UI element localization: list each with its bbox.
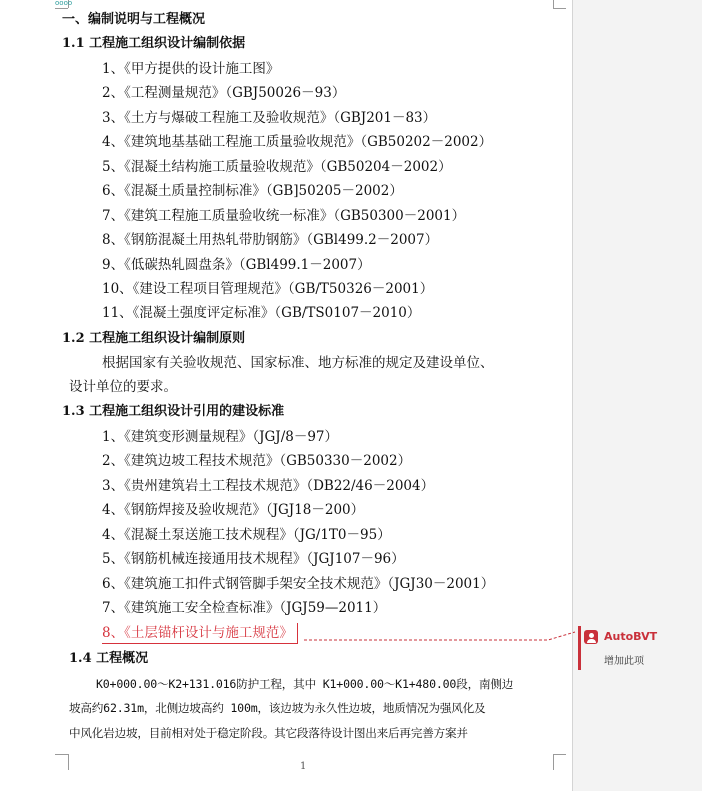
list-item[interactable]: 4、《钢筋焊接及验收规范》（JGJ18－200）: [102, 502, 365, 518]
list-item[interactable]: 7、《建筑工程施工质量验收统一标准》（GB50300－2001）: [102, 208, 466, 224]
list-item[interactable]: 10、《建设工程项目管理规范》（GB/T50326－2001）: [102, 281, 434, 297]
list-item[interactable]: 1、《甲方提供的设计施工图》: [102, 61, 280, 77]
subsection-title-1-4[interactable]: 1.4 工程概况: [69, 651, 149, 666]
paragraph-line[interactable]: 坡高约62.31m，北侧边坡高约 100m，该边坡为永久性边坡，地质情况为强风化及: [69, 701, 486, 715]
crop-mark: [553, 754, 566, 755]
list-item[interactable]: 7、《建筑施工安全检查标准》（JGJ59—2011）: [102, 600, 387, 616]
subsection-title-1-3[interactable]: 1.3 工程施工组织设计引用的建设标准: [62, 404, 285, 419]
list-item[interactable]: 4、《混凝土泵送施工技术规程》（JG/1T0－95）: [102, 527, 391, 543]
list-item[interactable]: 1、《建筑变形测量规程》（JGJ/8－97）: [102, 429, 339, 445]
list-item[interactable]: 3、《土方与爆破工程施工及验收规范》（GBJ201－83）: [102, 110, 437, 126]
subsection-title-1-2[interactable]: 1.2 工程施工组织设计编制原则: [62, 331, 246, 346]
crop-mark: [553, 754, 554, 770]
user-avatar-icon: [584, 630, 598, 644]
crop-mark: [55, 8, 68, 9]
list-item[interactable]: 4、《建筑地基基础工程施工质量验收规范》（GB50202－2002）: [102, 134, 493, 150]
comment-balloon[interactable]: [578, 626, 696, 670]
comment-author: AutoBVT: [604, 630, 658, 643]
comment-text[interactable]: 增加此项: [604, 656, 644, 667]
list-item[interactable]: 2、《工程测量规范》（GBJ50026－93）: [102, 85, 346, 101]
list-item[interactable]: 11、《混凝土强度评定标准》（GB/TS0107－2010）: [102, 305, 421, 321]
list-item[interactable]: 3、《贵州建筑岩土工程技术规范》（DB22/46－2004）: [102, 478, 435, 494]
paragraph-line[interactable]: 根据国家有关验收规范、国家标准、地方标准的规定及建设单位、: [102, 355, 494, 371]
tracked-insertion[interactable]: 8、《土层锚杆设计与施工规范》: [102, 623, 298, 644]
paragraph-line[interactable]: 设计单位的要求。: [69, 379, 177, 395]
crop-mark: [55, 754, 68, 755]
crop-mark: [553, 8, 566, 9]
subsection-title-1-1[interactable]: 1.1 工程施工组织设计编制依据: [62, 36, 246, 51]
crop-mark: [68, 754, 69, 770]
paragraph-line[interactable]: K0+000.00～K2+131.016防护工程，其中 K1+000.00～K1+480.00段，南侧边: [96, 677, 514, 691]
list-item[interactable]: 9、《低碳热轧圆盘条》（GBl499.1－2007）: [102, 257, 371, 273]
markup-margin-pane: [572, 0, 702, 791]
crop-mark: [553, 0, 554, 8]
section-title[interactable]: 一、编制说明与工程概况: [62, 12, 206, 27]
list-item[interactable]: 6、《混凝土质量控制标准》（GB]50205－2002）: [102, 183, 403, 199]
list-item[interactable]: 5、《混凝土结构施工质量验收规范》（GB50204－2002）: [102, 159, 452, 175]
list-item[interactable]: 8、《钢筋混凝土用热轧带肋钢筋》（GBl499.2－2007）: [102, 232, 439, 248]
list-item[interactable]: 5、《钢筋机械连接通用技术规程》（JGJ107－96）: [102, 551, 405, 567]
paragraph-line[interactable]: 中风化岩边坡，目前相对处于稳定阶段。其它段落待设计图出来后再完善方案并: [69, 726, 468, 740]
comment-accent-bar: [578, 626, 581, 670]
list-item[interactable]: 6、《建筑施工扣件式钢管脚手架安全技术规范》（JGJ30－2001）: [102, 576, 495, 592]
page-number: 1: [300, 761, 307, 772]
list-item[interactable]: 2、《建筑边坡工程技术规范》（GB50330－2002）: [102, 453, 412, 469]
header-tag: oooo: [55, 0, 73, 7]
